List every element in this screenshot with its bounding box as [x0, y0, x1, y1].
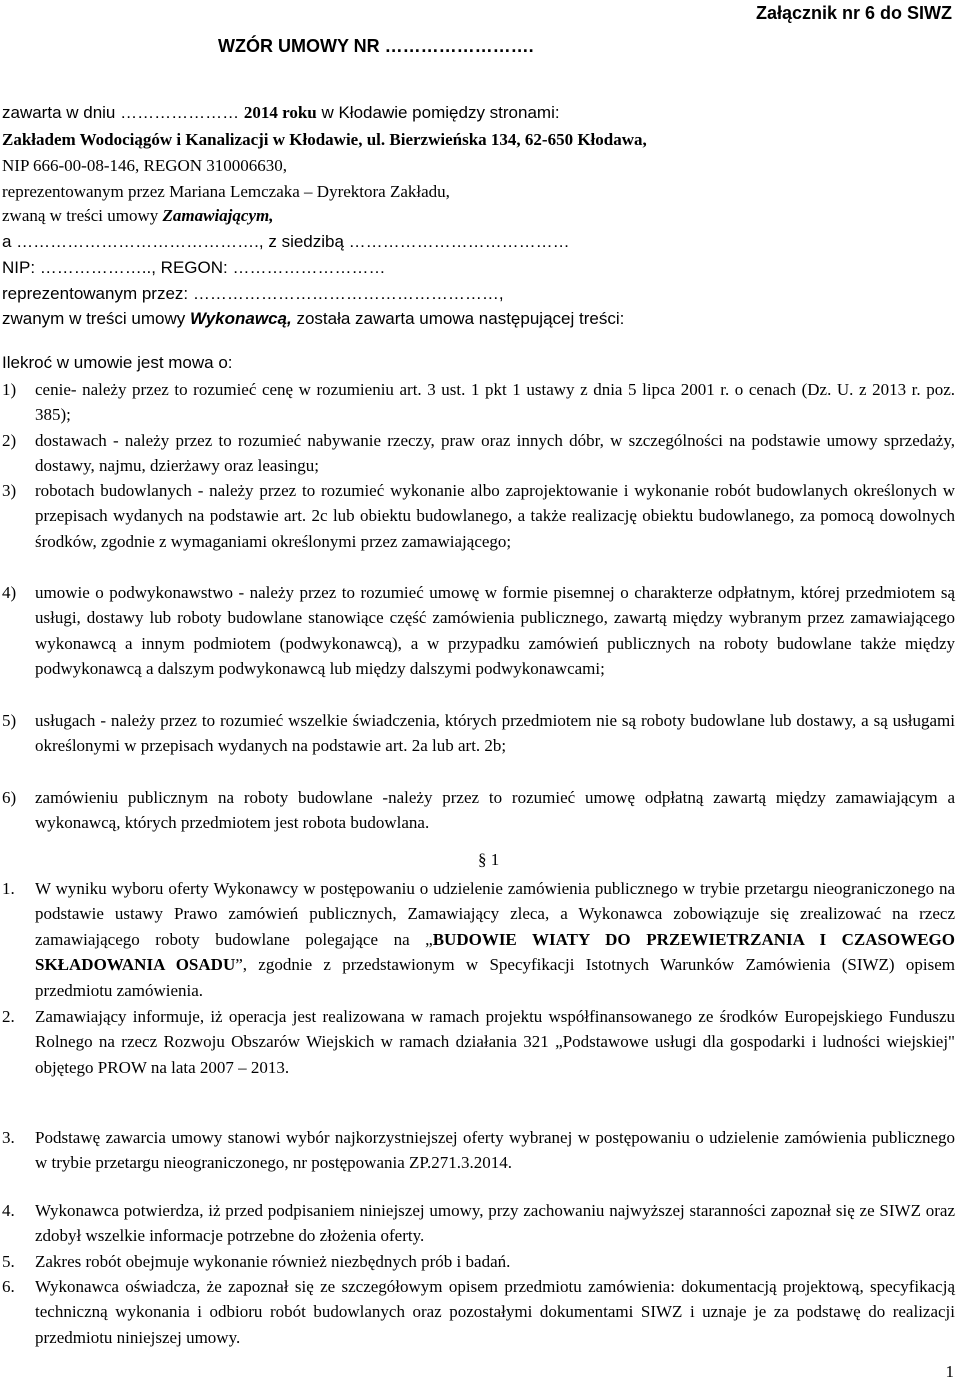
alias-prefix: zwanym w treści umowy — [2, 309, 190, 328]
clause-scope: Zakres robót obejmuje wykonanie również niezbędnych prób i badań. — [35, 1252, 511, 1271]
date-prefix: zawarta w dniu ………………… — [2, 103, 244, 122]
clause-basis: Podstawę zawarcia umowy stanowi wybór najkorzystniejszej oferty wybranej w postępowaniu o udzielenie zamówienia publicznego w trybie przetargu nieograniczonego, nr postępowania ZP.271.3.2014. — [35, 1128, 955, 1173]
page-number: 1 — [945, 1362, 954, 1381]
clause-declaration: Wykonawca oświadcza, że zapoznał się ze szczegółowym opisem przedmiotu zamówienia: dokumentacją projektową, specyfikacją techniczną wykonania i odbioru robót budowlanych oraz pozostałymi dokumentami SIWZ i uznaje je za podstawę do realizacji przedmiotu niniejszej umowy. — [35, 1277, 955, 1347]
definition-number: 2) — [2, 431, 17, 450]
clause-number: 5. — [2, 1252, 15, 1271]
clause-number: 1. — [2, 879, 15, 898]
annex-label: Załącznik nr 6 do SIWZ — [755, 3, 952, 23]
employer-representative: reprezentowanym przez Mariana Lemczaka – Dyrektora Zakładu, — [2, 182, 450, 201]
clause-number: 3. — [2, 1128, 15, 1147]
definition-number: 4) — [2, 583, 17, 602]
contractor-alias — [2, 308, 624, 330]
definition-public-procurement: zamówieniu publicznym na roboty budowlane -należy przez to rozumieć umowę odpłatną zawartą między zamawiającym a wykonawcą, których przedmiotem jest robota budowlana. — [35, 788, 955, 833]
clause-funding: Zamawiający informuje, iż operacja jest realizowana w ramach projektu współfinansowanego ze środków Europejskiego Funduszu Rolnego na rzecz Rozwoju Obszarów Wiejskich w ramach działania 321 „Podstawowe usługi dla gospodarki i ludności wiejskiej" objętego PROW na lata 2007 – 2013. — [35, 1007, 955, 1077]
clause-subject — [35, 876, 955, 1003]
definition-number: 3) — [2, 481, 17, 500]
alias-suffix: została zawarta umowa następującej treści: — [291, 309, 625, 328]
contract-title: WZÓR UMOWY NR ……………………. — [218, 36, 534, 56]
employer-alias — [2, 205, 273, 227]
clause-number: 4. — [2, 1201, 15, 1220]
clause-number: 6. — [2, 1277, 15, 1296]
alias-prefix: zwaną w treści umowy — [2, 206, 163, 225]
definition-subcontract: umowie o podwykonawstwo - należy przez to rozumieć umowę w formie pisemnej o charakterze odpłatnym, której przedmiotem są usługi, dostawy lub roboty budowlane stanowiące część zamówienia publicznego, zawartą między wybranym przez zamawiającego wykonawcą a innym podmiotem (podwykonawcą), a w przypadku zamówień publicznych na roboty budowlane także między podwykonawcą a dalszym podwykonawcą lub między dalszymi podwykonawcami; — [35, 583, 955, 679]
employer-term: Zamawiającym, — [162, 206, 274, 225]
contract-year: 2014 roku — [243, 103, 317, 122]
contractor-ids-line: NIP: ……………….., REGON: ……………………… — [2, 258, 386, 277]
definition-number: 5) — [2, 711, 17, 730]
definition-number: 1) — [2, 380, 17, 399]
definitions-intro: Ilekroć w umowie jest mowa o: — [2, 353, 233, 372]
contractor-name-line: a ……………………………………., z siedzibą ………………………………… — [2, 232, 570, 251]
date-suffix: w Kłodawie pomiędzy stronami: — [316, 103, 560, 122]
contractor-term: Wykonawcą, — [189, 309, 292, 328]
contract-date-line — [2, 102, 560, 124]
clause-number: 2. — [2, 1007, 15, 1026]
clause-text: W wyniku wyboru oferty Wykonawcy w postępowaniu o udzielenie zamówienia publicznego w trybie przetargu nieograniczonego na podstawie ustawy Prawo zamówień publicznych, Zamawiający zleca, a Wykonawca zobowiązuje się zrealizować na rzecz zamawiającego roboty budowlane polegające na „ — [35, 879, 955, 949]
definition-price: cenie- należy przez to rozumieć cenę w rozumieniu art. 3 ust. 1 pkt 1 ustawy z dnia 5 lipca 2001 r. o cenach (Dz. U. z 2013 r. poz. 385); — [35, 380, 955, 425]
section-heading: § 1 — [478, 850, 500, 869]
definition-number: 6) — [2, 788, 17, 807]
definition-supplies: dostawach - należy przez to rozumieć nabywanie rzeczy, praw oraz innych dóbr, w szczególności na podstawie umowy sprzedaży, dostawy, najmu, dzierżawy oraz leasingu; — [35, 431, 955, 476]
definition-services: usługach - należy przez to rozumieć wszelkie świadczenia, których przedmiotem nie są roboty budowlane lub dostawy, a są usługami określonymi w przepisach wydanych na podstawie art. 2a lub art. 2b; — [35, 711, 955, 756]
employer-address: Zakładem Wodociągów i Kanalizacji w Kłodawie, ul. Bierzwieńska 134, 62-650 Kłodawa, — [2, 130, 647, 149]
definition-construction-works: robotach budowlanych - należy przez to rozumieć wykonanie albo zaprojektowanie i wykonanie robót budowlanych określonych w przepisach wydanych na podstawie art. 2c lub obiektu budowlanego, a także realizację obiektu budowlanego, za pomocą dowolnych środków, zgodnie z wymaganiami określonymi przez zamawiającego; — [35, 481, 955, 551]
contractor-representative-line: reprezentowanym przez: ………………………………………………, — [2, 284, 504, 303]
project-name: BUDOWIE WIATY DO PRZEWIETRZANIA I CZASOWEGO SKŁADOWANIA OSADU — [35, 929, 955, 975]
clause-confirmation: Wykonawca potwierdza, iż przed podpisaniem niniejszej umowy, przy zachowaniu najwyższej staranności zapoznał się ze SIWZ oraz zdobył wszelkie informacje potrzebne do złożenia oferty. — [35, 1201, 955, 1246]
clause-text: ”, zgodnie z przedstawionym w Specyfikacji Istotnych Warunków Zamówienia (SIWZ) opisem przedmiotu zamówienia. — [35, 955, 955, 1000]
employer-ids: NIP 666-00-08-146, REGON 310006630, — [2, 156, 288, 175]
